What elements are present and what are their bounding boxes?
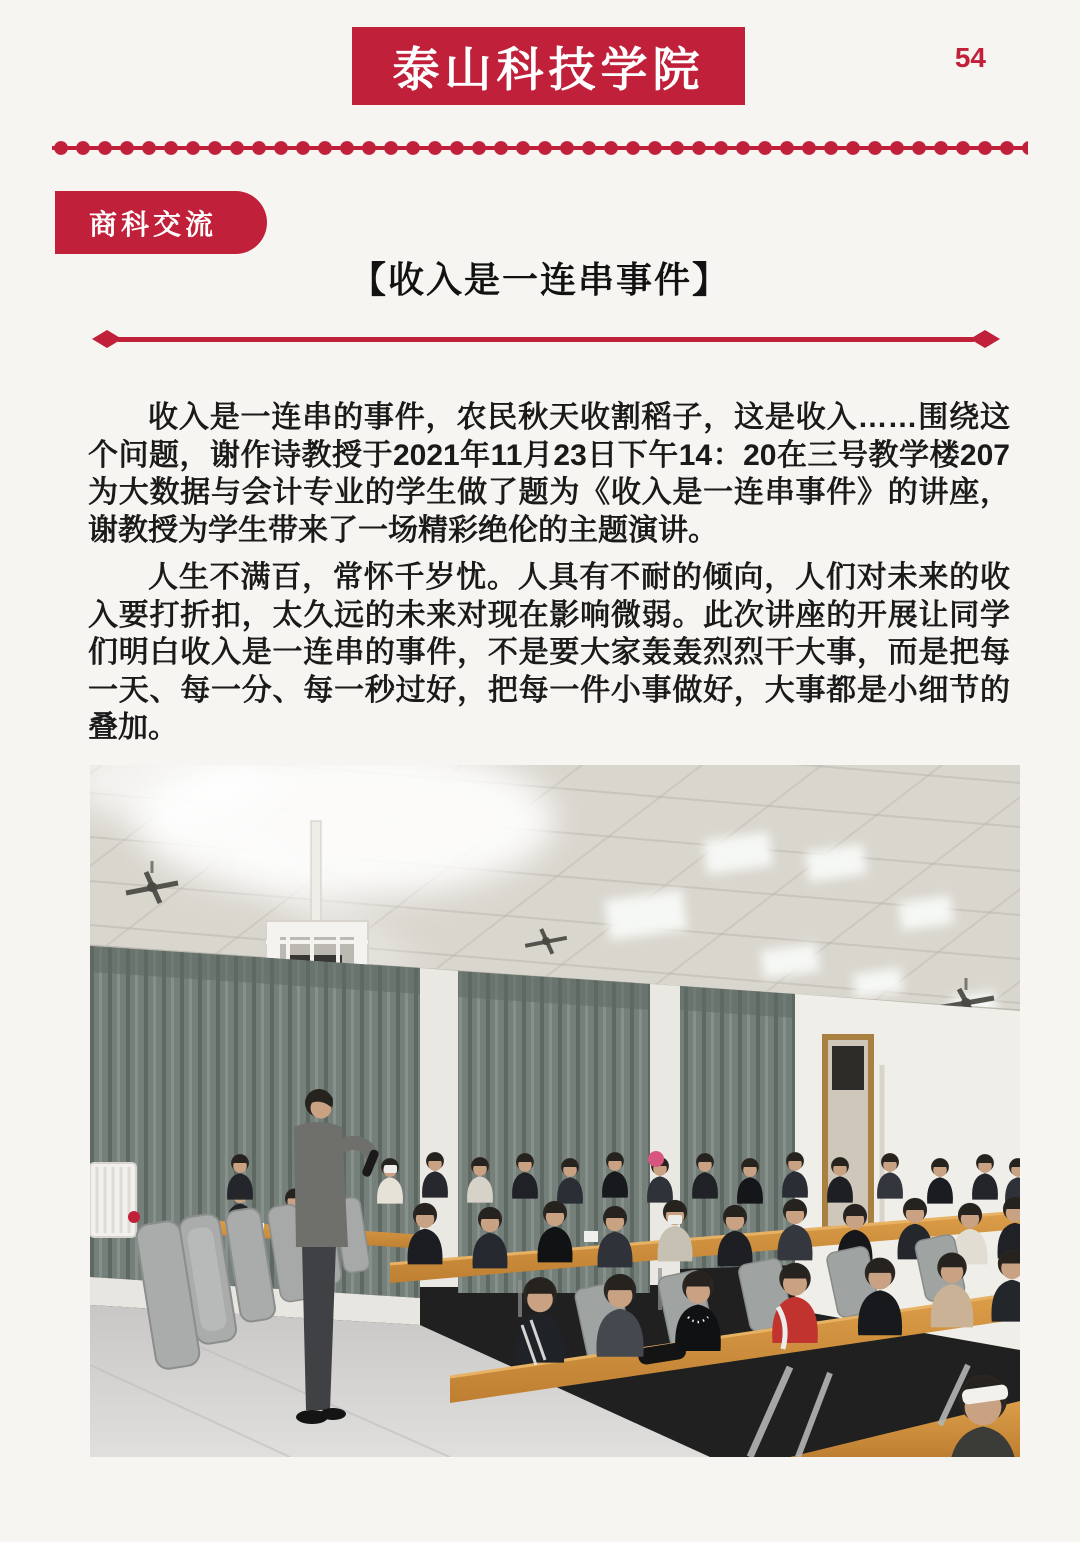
school-name: 泰山科技学院 — [392, 42, 705, 98]
face-mask — [384, 1165, 397, 1173]
diamond-rule-divider — [92, 330, 1000, 348]
diamond-left-icon — [92, 330, 122, 348]
diamond-right-icon — [970, 330, 1000, 348]
radiator — [90, 1163, 140, 1237]
school-name-banner — [352, 27, 745, 105]
page-number: 54 — [954, 42, 986, 73]
section-tab — [55, 191, 267, 254]
lecture-classroom-photo — [90, 765, 1020, 1457]
article-paragraph-1: 收入是一连串的事件，农民秋天收割稻子，这是收入……围绕这个问题，谢作诗教授于2021年11月23日下午14：20在三号教学楼207为大数据与会计专业的学生做了题为《收入是一连串事件》的讲座，谢教授为学生带来了一场精彩绝伦的主题演讲。 — [88, 401, 1010, 547]
article-body — [88, 399, 1010, 757]
article-title: 【收入是一连串事件】 — [349, 259, 730, 300]
section-tab-label: 商科交流 — [89, 208, 218, 240]
article-paragraph-2: 人生不满百，常怀千岁忧。人具有不耐的倾向，人们对未来的收入要打折扣，太久远的未来对现在影响微弱。此次讲座的开展让同学们明白收入是一连串的事件，不是要大家轰轰烈烈干大事，而是把每一天、每一分、每一秒过好，把每一件小事做好，大事都是小细节的叠加。 — [88, 561, 1010, 744]
dotted-divider — [52, 139, 1028, 157]
pink-hair — [648, 1151, 664, 1167]
face-mask — [668, 1215, 682, 1224]
